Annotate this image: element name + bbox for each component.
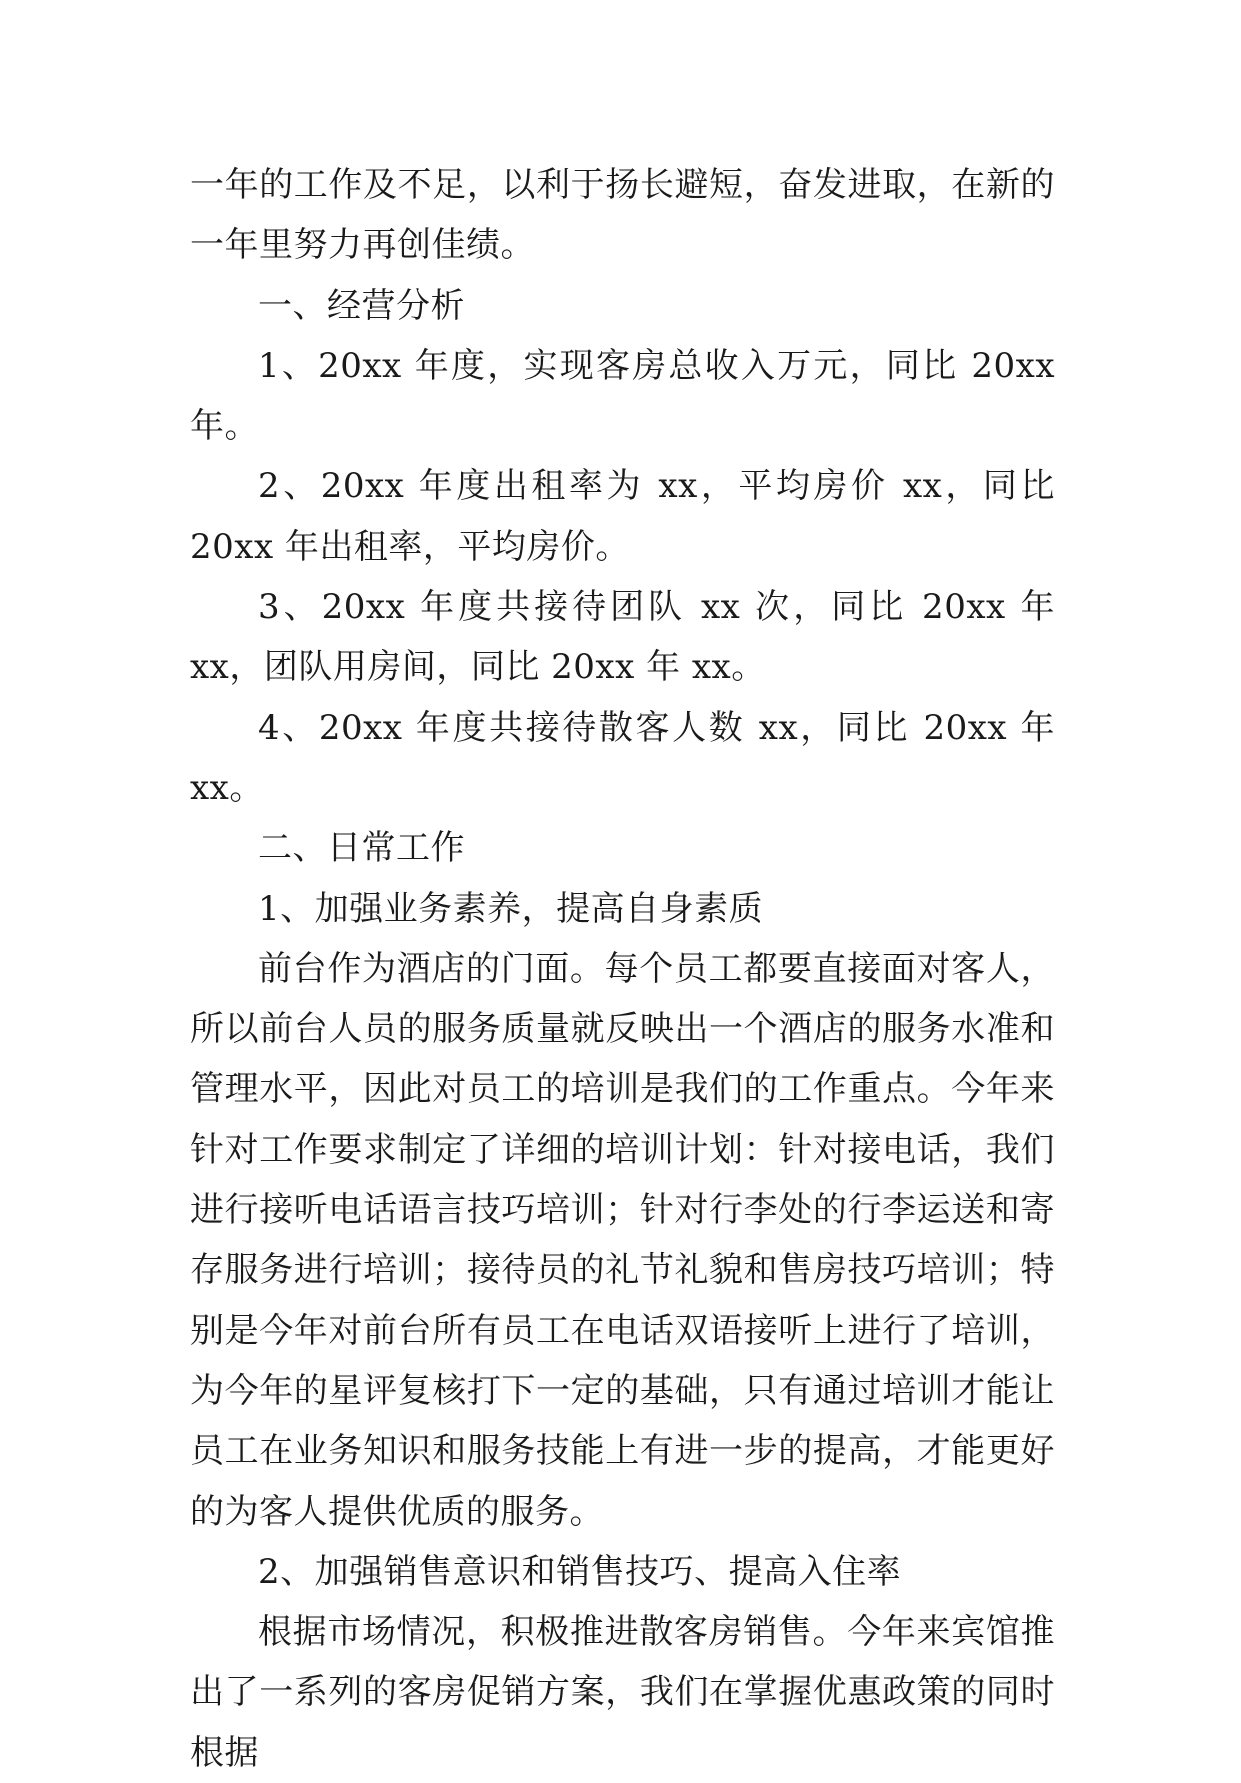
analysis-item-3: 3、20xx 年度共接待团队 xx 次，同比 20xx 年 xx，团队用房间，同比 20xx 年 xx。 xyxy=(190,587,1055,688)
analysis-item-4: 4、20xx 年度共接待散客人数 xx，同比 20xx 年 xx。 xyxy=(190,707,1055,808)
heading-business-analysis: 一、经营分析 xyxy=(258,285,465,326)
paragraph-market-sales: 根据市场情况，积极推进散客房销售。今年来宾馆推出了一系列的客房促销方案，我们在掌握优惠政策的同时根据 xyxy=(190,1612,1055,1773)
analysis-item-1: 1、20xx 年度，实现客房总收入万元，同比 20xx 年。 xyxy=(190,345,1055,447)
subheading-professional-quality: 1、加强业务素养，提高自身素质 xyxy=(258,888,764,929)
paragraph-continuation: 一年的工作及不足，以利于扬长避短，奋发进取，在新的一年里努力再创佳绩。 xyxy=(190,165,1055,266)
subheading-sales-skills: 2、加强销售意识和销售技巧、提高入住率 xyxy=(258,1551,902,1592)
analysis-item-2: 2、20xx 年度出租率为 xx，平均房价 xx，同比 20xx 年出租率，平均房价。 xyxy=(190,466,1055,567)
heading-daily-work: 二、日常工作 xyxy=(258,828,465,869)
document-body xyxy=(190,155,1055,1783)
paragraph-front-desk-training: 前台作为酒店的门面。每个员工都要直接面对客人，所以前台人员的服务质量就反映出一个酒店的服务水准和管理水平，因此对员工的培训是我们的工作重点。今年来针对工作要求制定了详细的培训计划：针对接电话，我们进行接听电话语言技巧培训；针对行李处的行李运送和寄存服务进行培训；接待员的礼节礼貌和售房技巧培训；特别是今年对前台所有员工在电话双语接听上进行了培训，为今年的星评复核打下一定的基础，只有通过培训才能让员工在业务知识和服务技能上有进一步的提高，才能更好的为客人提供优质的服务。 xyxy=(190,948,1055,1532)
